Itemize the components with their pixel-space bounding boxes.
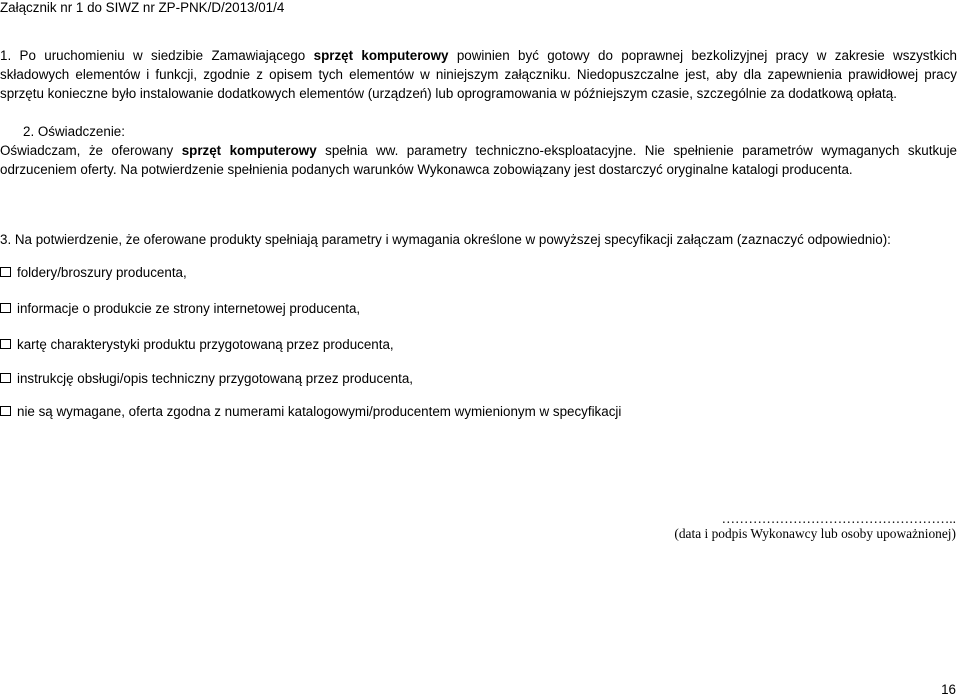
section-2-text: Oświadczam, że oferowany — [0, 143, 182, 158]
section-2-line-2: odrzuceniem oferty. Na potwierdzenie spełnienia podanych warunków Wykonawca zobowiązany jest dostarczyć oryginalne katalogi producenta. — [0, 162, 853, 177]
signature-line: …………………………………………….. — [721, 511, 956, 526]
document-header-reference: Załącznik nr 1 do SIWZ nr ZP-PNK/D/2013/01/4 — [0, 0, 285, 15]
checkbox-icon[interactable] — [0, 339, 11, 349]
section-1-text: 1. Po uruchomieniu w siedzibie Zamawiającego — [0, 48, 314, 63]
section-2-bold-term: sprzęt komputerowy — [181, 143, 317, 158]
option-website-info[interactable] — [0, 301, 360, 316]
option-label: foldery/broszury producenta, — [17, 265, 187, 280]
section-2-text-continued: spełnia ww. parametry techniczno-eksploatacyjne. Nie spełnienie parametrów wymaganych skutkuje — [316, 143, 958, 158]
option-brochures[interactable] — [0, 265, 187, 280]
checkbox-icon[interactable] — [0, 373, 11, 383]
option-manual[interactable] — [0, 371, 413, 386]
signature-caption: (data i podpis Wykonawcy lub osoby upoważnionej) — [674, 526, 956, 541]
section-3-intro: 3. Na potwierdzenie, że oferowane produkty spełniają parametry i wymagania określone w powyższej specyfikacji załączam (zaznaczyć odpowiednio): — [0, 232, 891, 247]
section-2-line-1 — [0, 143, 957, 158]
page-number: 16 — [941, 682, 956, 697]
section-1-line-1 — [0, 48, 957, 63]
section-1-bold-term: sprzęt komputerowy — [313, 48, 449, 63]
option-product-sheet[interactable] — [0, 337, 394, 352]
checkbox-icon[interactable] — [0, 303, 11, 313]
option-label: instrukcję obsługi/opis techniczny przygotowaną przez producenta, — [17, 371, 413, 386]
option-label: kartę charakterystyki produktu przygotowaną przez producenta, — [17, 337, 394, 352]
checkbox-icon[interactable] — [0, 406, 11, 416]
section-2-heading: 2. Oświadczenie: — [23, 124, 125, 139]
section-1-line-3: sprzętu konieczne było instalowanie dodatkowych elementów (urządzeń) lub oprogramowania w późniejszym czasie, szczególnie za dodatkową opłatą. — [0, 86, 897, 101]
section-1-line-2: składowych elementów i funkcji, zgodnie z opisem tych elementów w niniejszym załączniku. Niedopuszczalne jest, aby dla zapewnienia prawidłowej pracy — [0, 67, 957, 82]
option-label: nie są wymagane, oferta zgodna z numerami katalogowymi/producentem wymienionym w specyfikacji — [17, 404, 622, 419]
option-not-required[interactable] — [0, 404, 621, 419]
checkbox-icon[interactable] — [0, 267, 11, 277]
option-label: informacje o produkcie ze strony internetowej producenta, — [17, 301, 361, 316]
section-1-text-continued: powinien być gotowy do poprawnej bezkolizyjnej pracy w zakresie wszystkich — [448, 48, 958, 63]
